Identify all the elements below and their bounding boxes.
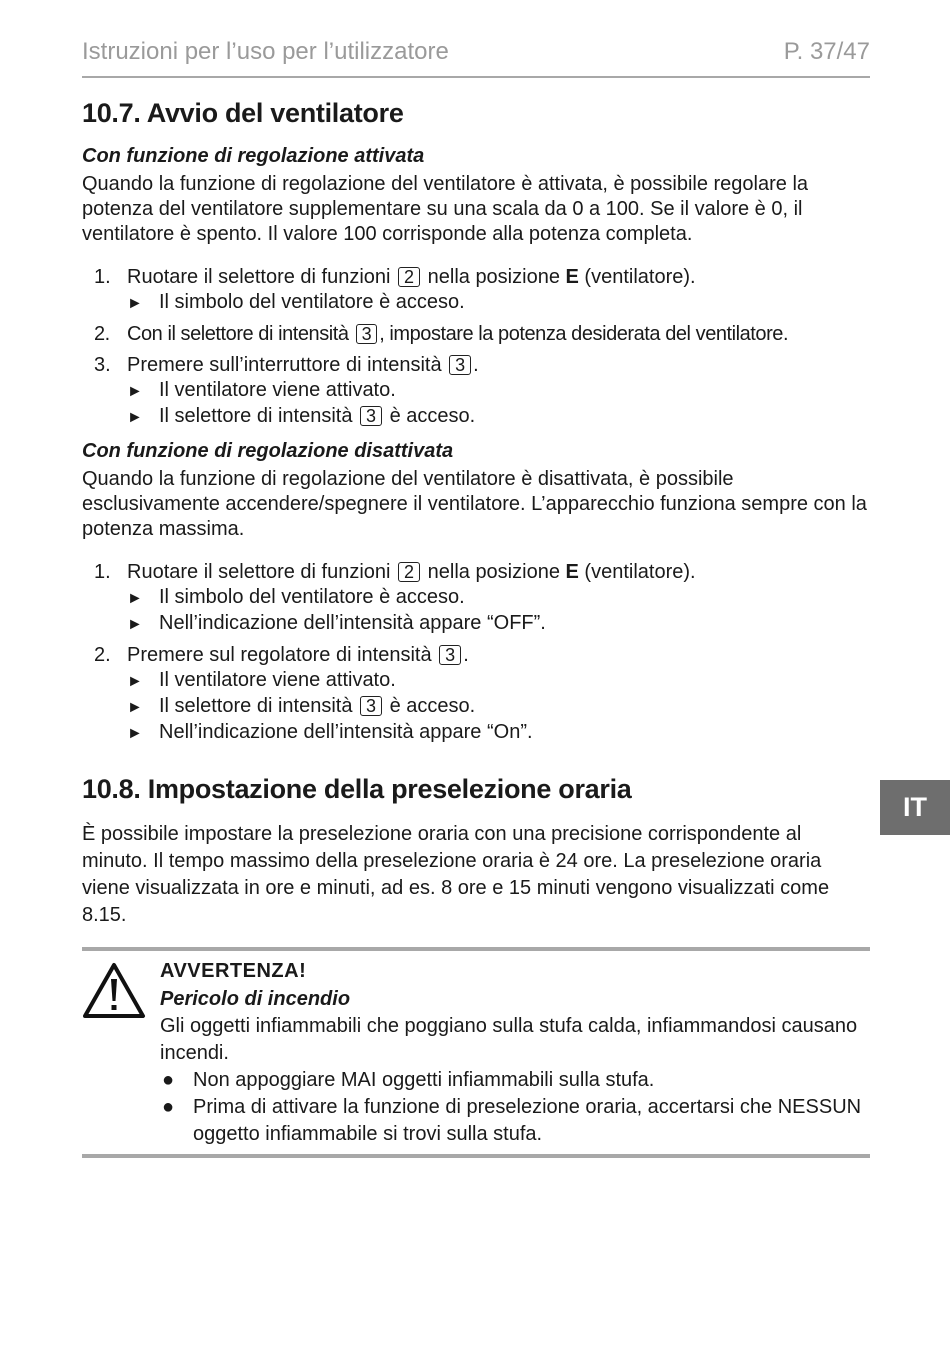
result-arrow-icon: ► (127, 590, 143, 607)
result-text: Il selettore di intensità (159, 695, 353, 717)
step-item (82, 265, 870, 316)
result-arrow-icon: ► (127, 295, 143, 312)
step-text: Ruotare il selettore di funzioni (127, 561, 391, 583)
step-result (127, 585, 870, 611)
page-number: P. 37/47 (783, 38, 870, 65)
result-arrow-icon: ► (127, 383, 143, 400)
warning-heading: AVVERTENZA! (160, 960, 307, 982)
steps-regulation-on (82, 265, 870, 430)
list-item (160, 1067, 870, 1094)
step-text: Ruotare il selettore di funzioni (127, 266, 391, 288)
result-text: Nell’indicazione dell’intensità appare “On”. (159, 721, 533, 743)
step-number: 1. (94, 266, 111, 288)
language-tab: IT (880, 780, 950, 835)
control-number-box: 3 (356, 324, 378, 344)
steps-regulation-off (82, 560, 870, 746)
result-text: Il simbolo del ventilatore è acceso. (159, 586, 465, 608)
control-number-box: 3 (360, 696, 382, 716)
position-label: E (565, 266, 579, 288)
step-result (127, 290, 870, 316)
control-number-box: 3 (360, 406, 382, 426)
step-text: (ventilatore). (584, 266, 696, 288)
control-number-box: 2 (398, 267, 420, 287)
step-text: nella posizione (427, 266, 560, 288)
bullet-text: Prima di attivare la funzione di preselezione oraria, accertarsi che NESSUN oggetto infiammabile si trovi sulla stufa. (193, 1096, 862, 1145)
step-text: nella posizione (427, 561, 560, 583)
result-text: Il ventilatore viene attivato. (159, 669, 396, 691)
page-content (82, 98, 870, 1158)
intro-time-preset: È possibile impostare la preselezione oraria con una precisione corrispondente al minuto. Il tempo massimo della preselezione oraria è 24 ore. La preselezione oraria viene visualizzata in ore e minuti, ad es. 8 ore e 15 minuti vengono visualizzati come 8.15. (82, 823, 830, 926)
step-item (82, 322, 870, 347)
result-text: è acceso. (389, 695, 476, 717)
step-number: 3. (94, 354, 111, 376)
step-result (127, 378, 870, 404)
step-number: 1. (94, 561, 111, 583)
step-text: Premere sull’interruttore di intensità (127, 354, 442, 376)
list-item (160, 1094, 870, 1148)
result-arrow-icon: ► (127, 616, 143, 633)
step-result (127, 720, 870, 746)
step-result (127, 611, 870, 637)
result-arrow-icon: ► (127, 699, 143, 716)
result-arrow-icon: ► (127, 725, 143, 742)
step-item (82, 353, 870, 430)
warning-box (82, 947, 870, 1158)
step-text: Con il selettore di intensità (127, 323, 349, 345)
bullet-text: Non appoggiare MAI oggetti infiammabili sulla stufa. (193, 1069, 655, 1091)
step-text: (ventilatore). (584, 561, 696, 583)
warning-bullets (160, 1067, 870, 1148)
control-number-box: 3 (449, 355, 471, 375)
warning-subtitle: Pericolo di incendio (160, 988, 351, 1010)
intro-regulation-on: Quando la funzione di regolazione del ventilatore è attivata, è possibile regolare la potenza del ventilatore supplementare su una scala da 0 a 100. Se il valore è 0, il ventilatore è spento. Il valore 100 corrisponde alla potenza completa. (82, 173, 809, 245)
control-number-box: 3 (439, 645, 461, 665)
position-label: E (565, 561, 579, 583)
step-result (127, 404, 870, 430)
subtitle-regulation-on: Con funzione di regolazione attivata (82, 145, 425, 167)
warning-text: Gli oggetti infiammabili che poggiano sulla stufa calda, infiammandosi causano incendi. (160, 1015, 858, 1064)
result-text: Il simbolo del ventilatore è acceso. (159, 291, 465, 313)
intro-regulation-off: Quando la funzione di regolazione del ventilatore è disattivata, è possibile esclusivamente accendere/spegnere il ventilatore. L’apparecchio funziona sempre con la potenza massima. (82, 468, 867, 540)
section-title-10-7: 10.7. Avvio del ventilatore (82, 98, 404, 128)
control-number-box: 2 (398, 562, 420, 582)
step-text: Premere sul regolatore di intensità (127, 644, 432, 666)
bullet-icon: ● (162, 1096, 175, 1118)
step-text: . (463, 644, 469, 666)
step-text: , impostare la potenza desiderata del ventilatore. (379, 323, 789, 345)
bullet-icon: ● (162, 1069, 175, 1091)
step-item (82, 560, 870, 637)
page-header (82, 36, 870, 78)
result-text: Il ventilatore viene attivato. (159, 379, 396, 401)
header-title: Istruzioni per l’uso per l’utilizzatore (82, 38, 449, 65)
subtitle-regulation-off: Con funzione di regolazione disattivata (82, 440, 454, 462)
result-text: è acceso. (389, 405, 476, 427)
step-item (82, 643, 870, 746)
step-number: 2. (94, 323, 110, 345)
step-number: 2. (94, 644, 111, 666)
step-result (127, 694, 870, 720)
result-text: Nell’indicazione dell’intensità appare “OFF”. (159, 612, 546, 634)
result-text: Il selettore di intensità (159, 405, 353, 427)
warning-triangle-icon (82, 961, 146, 1019)
step-result (127, 668, 870, 694)
section-title-10-8: 10.8. Impostazione della preselezione oraria (82, 774, 632, 804)
result-arrow-icon: ► (127, 409, 143, 426)
step-text: . (473, 354, 479, 376)
result-arrow-icon: ► (127, 673, 143, 690)
